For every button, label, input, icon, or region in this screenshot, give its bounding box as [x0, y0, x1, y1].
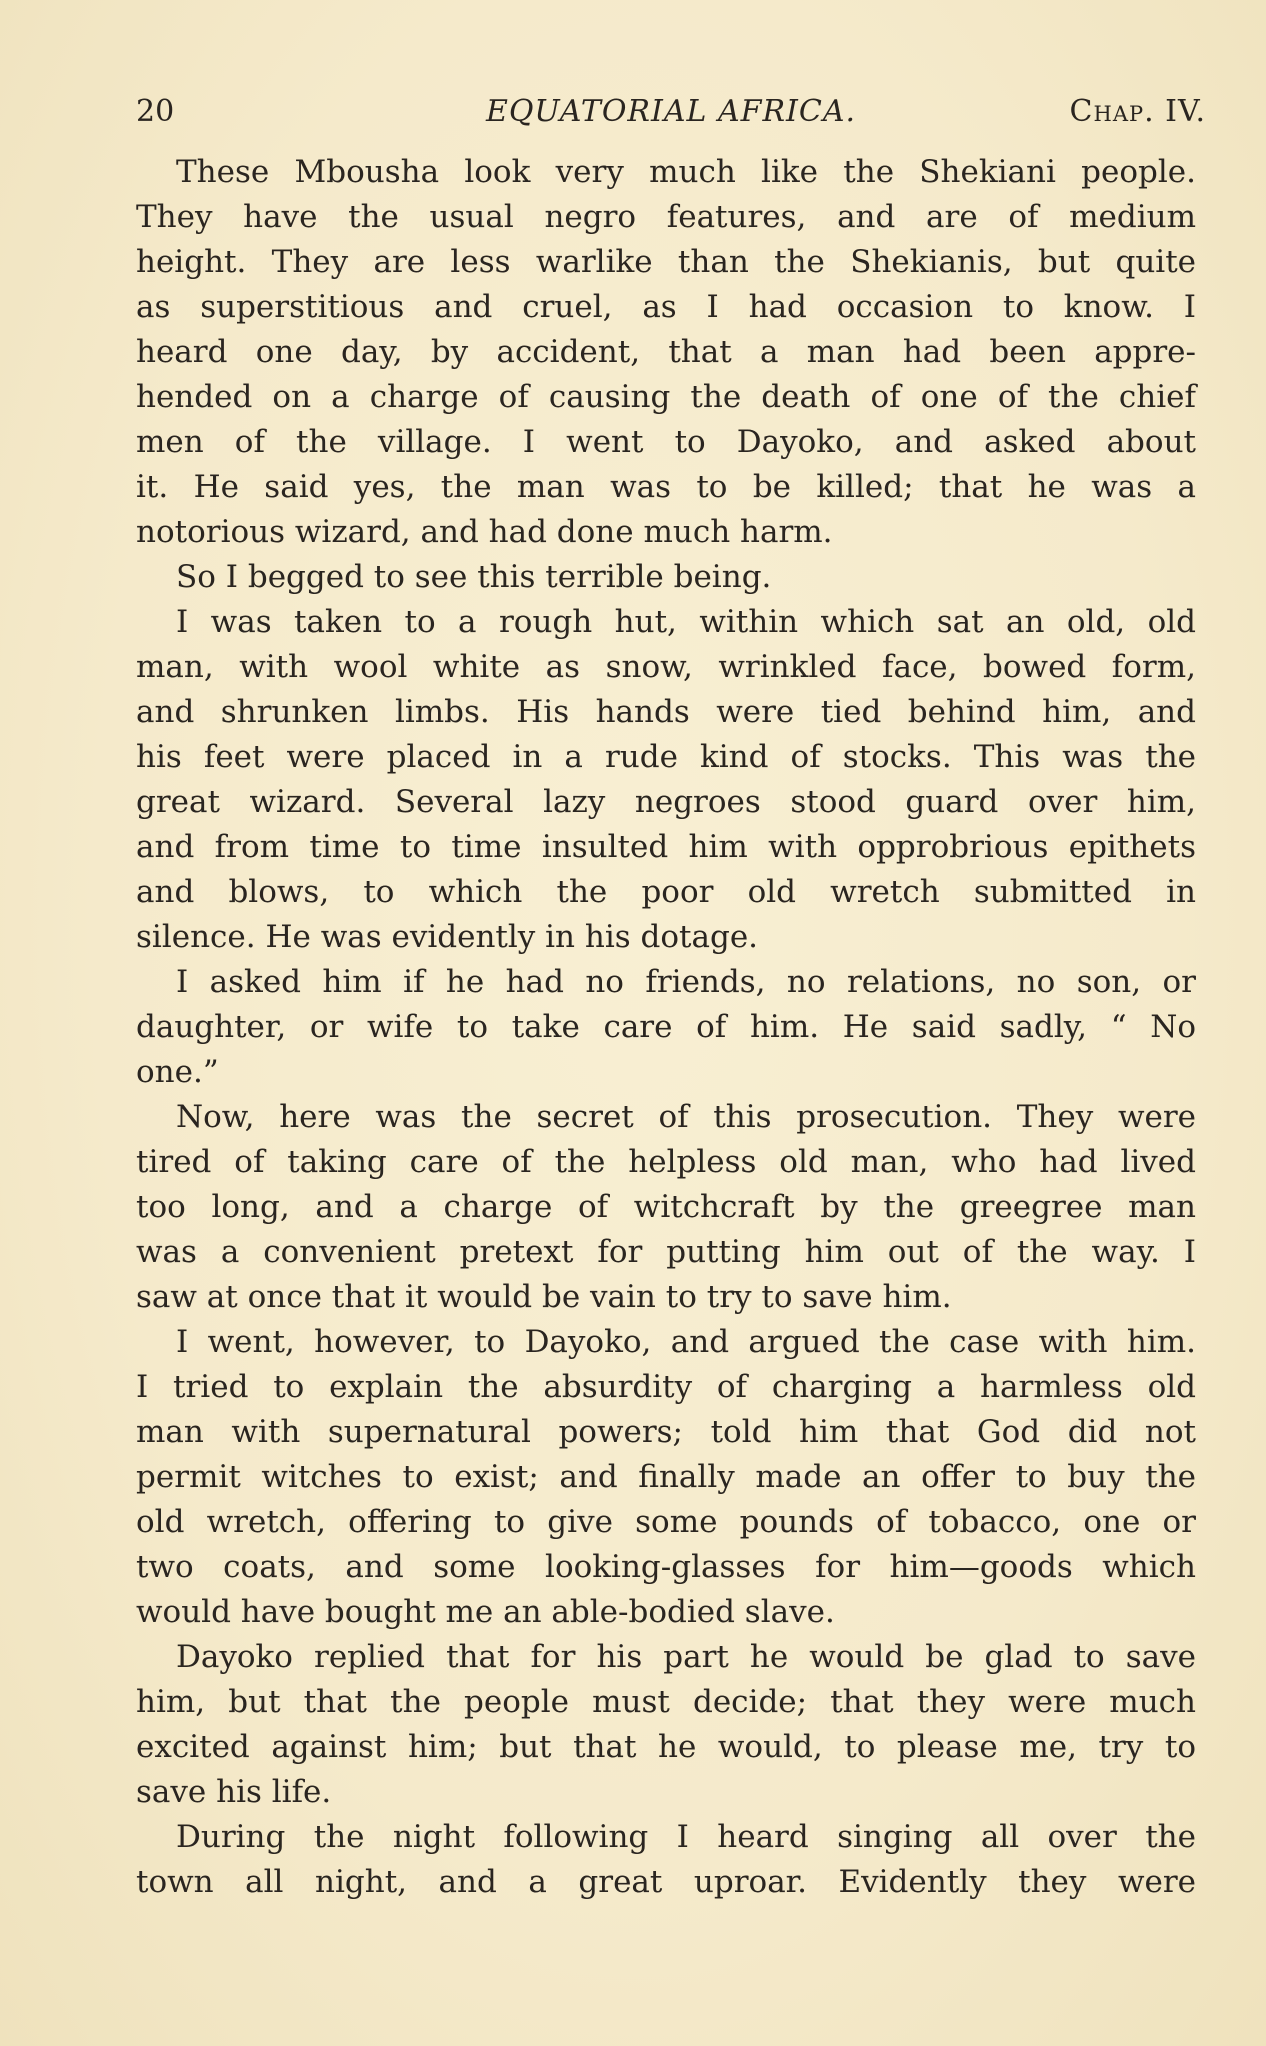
- text-line: daughter, or wife to take care of him. He said sadly, “ No: [136, 1009, 1196, 1045]
- text-line: permit witches to exist; and finally made an offer to buy the: [136, 1459, 1196, 1495]
- text-line: it. He said yes, the man was to be killed; that he was a: [136, 469, 1196, 505]
- text-line: old wretch, offering to give some pounds of tobacco, one or: [136, 1504, 1196, 1540]
- text-line: man, with wool white as snow, wrinkled face, bowed form,: [136, 649, 1196, 685]
- text-line: I was taken to a rough hut, within which sat an old, old: [176, 604, 1196, 640]
- text-line: man with supernatural powers; told him that God did not: [136, 1414, 1196, 1450]
- text-line: hended on a charge of causing the death of one of the chief: [136, 379, 1196, 415]
- text-line: him, but that the people must decide; that they were much: [136, 1684, 1196, 1720]
- text-line: town all night, and a great uproar. Evidently they were: [136, 1864, 1196, 1900]
- text-line: During the night following I heard singing all over the: [176, 1819, 1196, 1855]
- text-line: save his life.: [136, 1774, 332, 1810]
- text-line: notorious wizard, and had done much harm.: [136, 514, 833, 550]
- text-line: his feet were placed in a rude kind of stocks. This was the: [136, 739, 1196, 775]
- page-number: 20: [136, 94, 175, 129]
- text-line: silence. He was evidently in his dotage.: [136, 919, 759, 955]
- text-line: too long, and a charge of witchcraft by the greegree man: [136, 1189, 1196, 1225]
- text-line: Dayoko replied that for his part he would be glad to save: [176, 1639, 1196, 1675]
- text-line: I asked him if he had no friends, no relations, no son, or: [176, 964, 1196, 1000]
- text-line: and shrunken limbs. His hands were tied behind him, and: [136, 694, 1196, 730]
- text-line: and from time to time insulted him with opprobrious epithets: [136, 829, 1196, 865]
- text-line: saw at once that it would be vain to try to save him.: [136, 1279, 952, 1315]
- text-line: Now, here was the secret of this prosecution. They were: [176, 1099, 1196, 1135]
- text-line: They have the usual negro features, and are of medium: [136, 199, 1196, 235]
- text-line: tired of taking care of the helpless old man, who had lived: [136, 1144, 1196, 1180]
- text-line: one.”: [136, 1054, 219, 1090]
- text-line: heard one day, by accident, that a man had been appre-: [136, 334, 1196, 370]
- text-line: I went, however, to Dayoko, and argued the case with him.: [176, 1324, 1196, 1360]
- text-line: excited against him; but that he would, to please me, try to: [136, 1729, 1196, 1765]
- text-line: and blows, to which the poor old wretch submitted in: [136, 874, 1196, 910]
- text-line: men of the village. I went to Dayoko, and asked about: [136, 424, 1196, 460]
- text-line: height. They are less warlike than the Shekianis, but quite: [136, 244, 1196, 280]
- text-line: I tried to explain the absurdity of charging a harmless old: [136, 1369, 1196, 1405]
- text-line: as superstitious and cruel, as I had occasion to know. I: [136, 289, 1196, 325]
- chapter-label: Chap. IV.: [1069, 94, 1206, 129]
- book-title: EQUATORIAL AFRICA.: [485, 94, 857, 129]
- text-line: great wizard. Several lazy negroes stood guard over him,: [136, 784, 1196, 820]
- text-line: These Mbousha look very much like the Shekiani people.: [176, 154, 1196, 190]
- text-line: would have bought me an able-bodied slave.: [136, 1594, 835, 1630]
- text-line: was a convenient pretext for putting him out of the way. I: [136, 1234, 1196, 1270]
- running-head: [136, 92, 1206, 132]
- text-line: So I begged to see this terrible being.: [176, 559, 772, 595]
- body-text: [136, 150, 1196, 1905]
- text-line: two coats, and some looking-glasses for him—goods which: [136, 1549, 1196, 1585]
